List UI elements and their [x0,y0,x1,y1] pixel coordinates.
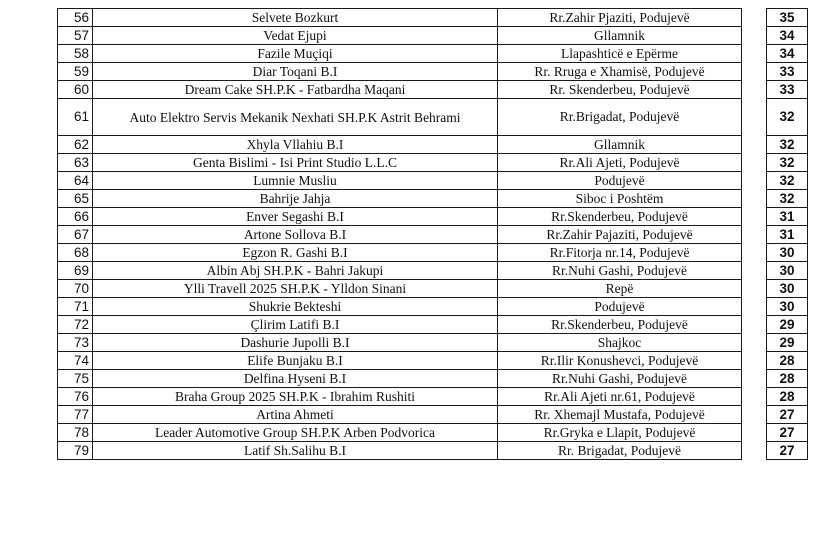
row-number: 71 [58,298,93,316]
row-number: 66 [58,208,93,226]
row-number: 61 [58,99,93,136]
applicant-name: Vedat Ejupi [93,27,498,45]
column-gap [742,280,767,298]
table-row [58,81,808,99]
row-number: 56 [58,9,93,27]
points-value: 34 [767,27,808,45]
points-value: 27 [767,442,808,460]
row-number: 78 [58,424,93,442]
points-value: 31 [767,226,808,244]
applicant-name: Delfina Hyseni B.I [93,370,498,388]
table-row [58,99,808,136]
ranking-table-body [58,9,808,460]
table-row [58,334,808,352]
row-number: 70 [58,280,93,298]
row-number: 57 [58,27,93,45]
applicant-name: Dream Cake SH.P.K - Fatbardha Maqani [93,81,498,99]
points-value: 34 [767,45,808,63]
points-value: 32 [767,136,808,154]
applicant-name: Braha Group 2025 SH.P.K - Ibrahim Rushiti [93,388,498,406]
table-row [58,298,808,316]
row-number: 72 [58,316,93,334]
table-row [58,316,808,334]
points-value: 32 [767,99,808,136]
column-gap [742,27,767,45]
points-value: 29 [767,334,808,352]
points-value: 30 [767,244,808,262]
table-row [58,352,808,370]
applicant-name: Albin Abj SH.P.K - Bahri Jakupi [93,262,498,280]
row-number: 60 [58,81,93,99]
table-row [58,388,808,406]
applicant-address: Rr. Xhemajl Mustafa, Podujevë [498,406,742,424]
applicant-address: Rr.Ali Ajeti, Podujevë [498,154,742,172]
table-row [58,9,808,27]
applicant-name: Lumnie Musliu [93,172,498,190]
column-gap [742,154,767,172]
row-number: 65 [58,190,93,208]
ranking-table [57,8,808,460]
applicant-address: Rr.Ilir Konushevci, Podujevë [498,352,742,370]
applicant-name: Ylli Travell 2025 SH.P.K - Ylldon Sinani [93,280,498,298]
applicant-name: Bahrije Jahja [93,190,498,208]
applicant-name: Genta Bislimi - Isi Print Studio L.L.C [93,154,498,172]
table-row [58,406,808,424]
applicant-address: Rr.Zahir Pajaziti, Podujevë [498,226,742,244]
applicant-name: Elife Bunjaku B.I [93,352,498,370]
applicant-address: Shajkoc [498,334,742,352]
applicant-address: Rr.Zahir Pjaziti, Podujevë [498,9,742,27]
applicant-name: Diar Toqani B.I [93,63,498,81]
applicant-address: Rr.Nuhi Gashi, Podujevë [498,262,742,280]
points-value: 32 [767,190,808,208]
applicant-address: Rr.Skenderbeu, Podujevë [498,208,742,226]
row-number: 69 [58,262,93,280]
applicant-address: Repë [498,280,742,298]
points-value: 35 [767,9,808,27]
column-gap [742,190,767,208]
applicant-address: Rr.Nuhi Gashi, Podujevë [498,370,742,388]
row-number: 74 [58,352,93,370]
column-gap [742,81,767,99]
row-number: 62 [58,136,93,154]
applicant-name: Egzon R. Gashi B.I [93,244,498,262]
column-gap [742,45,767,63]
row-number: 75 [58,370,93,388]
table-row [58,172,808,190]
column-gap [742,208,767,226]
applicant-address: Rr. Rruga e Xhamisë, Podujevë [498,63,742,81]
column-gap [742,244,767,262]
points-value: 33 [767,81,808,99]
applicant-address: Rr.Skenderbeu, Podujevë [498,316,742,334]
column-gap [742,334,767,352]
applicant-address: Rr.Fitorja nr.14, Podujevë [498,244,742,262]
column-gap [742,99,767,136]
applicant-name: Selvete Bozkurt [93,9,498,27]
table-row [58,63,808,81]
applicant-name: Fazile Muçiqi [93,45,498,63]
table-row [58,208,808,226]
applicant-name: Leader Automotive Group SH.P.K Arben Podvorica [93,424,498,442]
column-gap [742,63,767,81]
applicant-address: Llapashticë e Epërme [498,45,742,63]
row-number: 58 [58,45,93,63]
column-gap [742,352,767,370]
applicant-name: Auto Elektro Servis Mekanik Nexhati SH.P.K Astrit Behrami [93,99,498,136]
points-value: 28 [767,370,808,388]
applicant-name: Latif Sh.Salihu B.I [93,442,498,460]
row-number: 76 [58,388,93,406]
table-row [58,136,808,154]
points-value: 32 [767,154,808,172]
row-number: 79 [58,442,93,460]
applicant-address: Rr. Brigadat, Podujevë [498,442,742,460]
table-row [58,262,808,280]
applicant-name: Çlirim Latifi B.I [93,316,498,334]
column-gap [742,262,767,280]
row-number: 67 [58,226,93,244]
column-gap [742,298,767,316]
column-gap [742,172,767,190]
table-row [58,370,808,388]
applicant-address: Podujevë [498,298,742,316]
column-gap [742,9,767,27]
table-row [58,280,808,298]
applicant-name: Artone Sollova B.I [93,226,498,244]
points-value: 29 [767,316,808,334]
points-value: 30 [767,280,808,298]
column-gap [742,316,767,334]
table-row [58,424,808,442]
table-row [58,27,808,45]
applicant-address: Rr. Skenderbeu, Podujevë [498,81,742,99]
column-gap [742,226,767,244]
row-number: 64 [58,172,93,190]
column-gap [742,442,767,460]
row-number: 77 [58,406,93,424]
applicant-name: Enver Segashi B.I [93,208,498,226]
points-value: 33 [767,63,808,81]
column-gap [742,424,767,442]
applicant-address: Rr.Brigadat, Podujevë [498,99,742,136]
table-row [58,244,808,262]
points-value: 28 [767,352,808,370]
points-value: 30 [767,298,808,316]
applicant-address: Gllamnik [498,136,742,154]
row-number: 63 [58,154,93,172]
applicant-name: Shukrie Bekteshi [93,298,498,316]
column-gap [742,370,767,388]
applicant-address: Podujevë [498,172,742,190]
points-value: 27 [767,424,808,442]
row-number: 73 [58,334,93,352]
table-row [58,226,808,244]
applicant-name: Xhyla Vllahiu B.I [93,136,498,154]
points-value: 27 [767,406,808,424]
points-value: 30 [767,262,808,280]
points-value: 31 [767,208,808,226]
applicant-name: Dashurie Jupolli B.I [93,334,498,352]
column-gap [742,136,767,154]
points-value: 28 [767,388,808,406]
applicant-address: Rr.Gryka e Llapit, Podujevë [498,424,742,442]
applicant-address: Siboc i Poshtëm [498,190,742,208]
table-row [58,190,808,208]
applicant-address: Rr.Ali Ajeti nr.61, Podujevë [498,388,742,406]
applicant-name: Artina Ahmeti [93,406,498,424]
row-number: 59 [58,63,93,81]
column-gap [742,406,767,424]
table-row [58,45,808,63]
points-value: 32 [767,172,808,190]
table-row [58,154,808,172]
table-row [58,442,808,460]
column-gap [742,388,767,406]
row-number: 68 [58,244,93,262]
applicant-address: Gllamnik [498,27,742,45]
